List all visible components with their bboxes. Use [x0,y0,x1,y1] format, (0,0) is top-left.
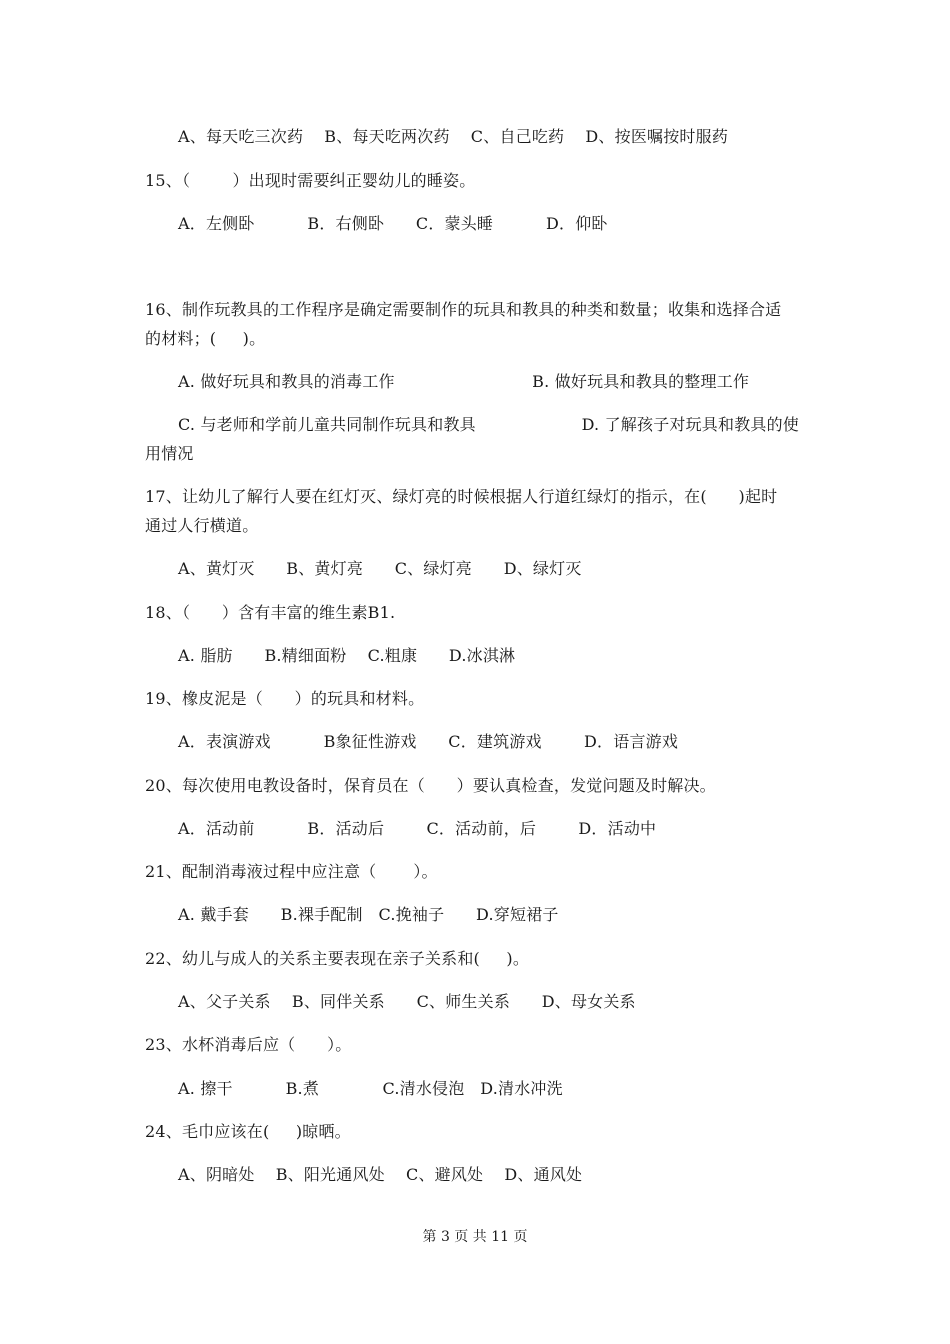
q16-stem-cont: 的材料；( )。 [145,329,266,348]
q24-stem: 24、毛巾应该在( )晾晒。 [145,1122,351,1141]
q14-options: A、每天吃三次药 B、每天吃两次药 C、自己吃药 D、按医嘱按时服药 [178,127,729,146]
q22-stem: 22、幼儿与成人的关系主要表现在亲子关系和( )。 [145,949,530,968]
q19-options: A．表演游戏 B象征性游戏 C．建筑游戏 D．语言游戏 [178,732,679,751]
q16-options-cd: C. 与老师和学前儿童共同制作玩具和教具 D. 了解孩子对玩具和教具的使 [178,415,799,434]
q15-stem: 15、（ ）出现时需要纠正婴幼儿的睡姿。 [145,171,476,190]
q16-options-cont: 用情况 [145,444,194,463]
q17-stem-cont: 通过人行横道。 [145,516,259,535]
q21-options: A. 戴手套 B.裸手配制 C.挽袖子 D.穿短裙子 [178,905,559,924]
q23-options: A. 擦干 B.煮 C.清水侵泡 D.清水冲洗 [178,1079,563,1098]
q21-stem: 21、配制消毒液过程中应注意（ ）。 [145,862,438,881]
q18-stem: 18、（ ）含有丰富的维生素B1. [145,603,396,622]
q23-stem: 23、水杯消毒后应（ ）。 [145,1035,352,1054]
q16-stem: 16、制作玩教具的工作程序是确定需要制作的玩具和教具的种类和数量；收集和选择合适 [145,300,782,319]
q17-options: A、黄灯灭 B、黄灯亮 C、绿灯亮 D、绿灯灭 [178,559,582,578]
q18-options: A. 脂肪 B.精细面粉 C.粗康 D.冰淇淋 [178,646,516,665]
q19-stem: 19、橡皮泥是（ ）的玩具和材料。 [145,689,425,708]
q17-stem: 17、让幼儿了解行人要在红灯灭、绿灯亮的时候根据人行道红绿灯的指示，在( )起时 [145,487,778,506]
page-number: 第 3 页 共 11 页 [422,1229,528,1245]
q22-options: A、父子关系 B、同伴关系 C、师生关系 D、母女关系 [178,992,636,1011]
q20-stem: 20、每次使用电教设备时，保育员在（ ）要认真检查，发觉问题及时解决。 [145,776,716,795]
page-footer [0,1228,950,1246]
q24-options: A、阴暗处 B、阳光通风处 C、避风处 D、通风处 [178,1165,583,1184]
q15-options: A．左侧卧 B．右侧卧 C．蒙头睡 D．仰卧 [178,214,608,233]
q16-options-ab: A. 做好玩具和教具的消毒工作 B. 做好玩具和教具的整理工作 [178,372,750,391]
q20-options: A．活动前 B．活动后 C．活动前，后 D．活动中 [178,819,657,838]
